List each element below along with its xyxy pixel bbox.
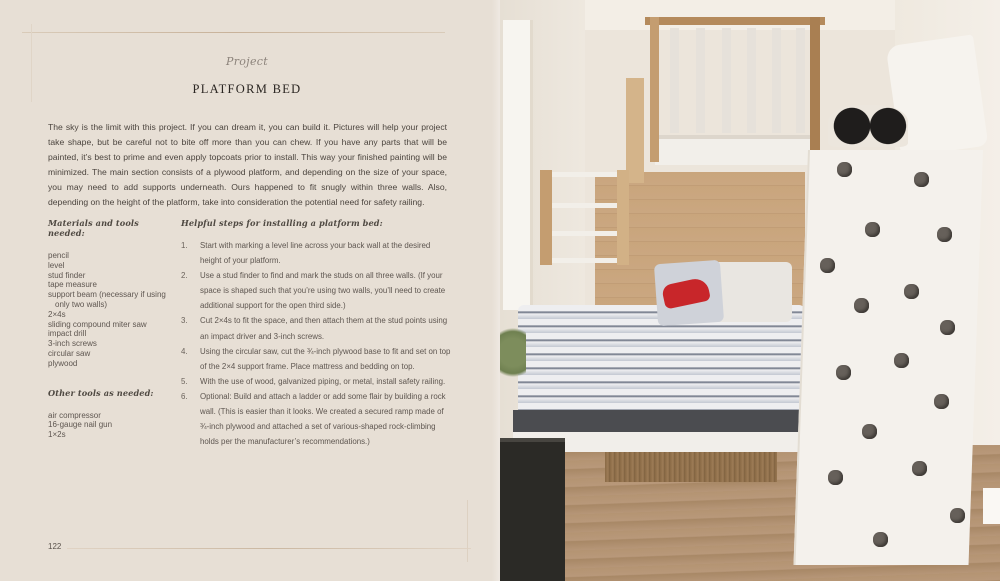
climbing-hold: [836, 365, 851, 380]
climbing-hold: [912, 461, 927, 476]
climbing-hold: [894, 353, 909, 368]
climbing-hold: [873, 532, 888, 547]
climbing-hold: [820, 258, 835, 273]
loft-post: [650, 17, 659, 162]
railing-baluster: [772, 28, 781, 133]
ladder-rung: [552, 258, 617, 263]
page-gutter: [492, 0, 500, 581]
railing-baluster: [796, 28, 805, 133]
steps-list: [181, 238, 453, 449]
climbing-hold: [937, 227, 952, 242]
step-number: 2.: [181, 271, 188, 281]
other-tools-heading: Other tools as needed:: [48, 387, 154, 398]
materials-list: [48, 251, 173, 369]
loft-platform: [655, 135, 820, 165]
step-item: [181, 374, 453, 389]
bottom-rule: [67, 548, 471, 549]
climbing-hold: [950, 508, 965, 523]
other-tools-list: [48, 411, 173, 440]
climbing-wall: [794, 150, 983, 565]
baseboard: [983, 488, 1000, 524]
top-rule: [22, 32, 445, 33]
potted-plant: [500, 320, 526, 385]
climbing-hold: [914, 172, 929, 187]
list-item: stud finder: [48, 270, 86, 280]
bottom-corner-rule: [467, 500, 468, 562]
steps-column: [181, 218, 453, 449]
ladder-rung: [552, 231, 617, 236]
step-item: [181, 238, 453, 268]
steps-heading: Helpful steps for installing a platform bed:: [181, 218, 383, 228]
step-item: [181, 268, 453, 313]
climbing-hold: [940, 320, 955, 335]
intro-paragraph: The sky is the limit with this project. If you can dream it, you can build it. Pictures will help your project take shape, but be careful not to bite off more than you can chew. If you have any parts that will be painted, it’s best to prime and even apply topcoats prior to install. This way your finished painting will be minimized. The main section consists of a plywood platform, and depending on the size of your space, you may need to add supports underneath. Ours happened to fit snugly within three walls. Also, depending on the height of the platform, take into consideration the potential need for safety railing.: [48, 122, 447, 208]
bedroom-photo: [500, 0, 1000, 581]
bed-frame: [513, 410, 805, 433]
railing-baluster: [670, 28, 679, 133]
list-item: level: [48, 260, 65, 270]
step-item: [181, 313, 453, 343]
stair-post: [626, 78, 644, 183]
climbing-hold: [837, 162, 852, 177]
railing-baluster: [696, 28, 705, 133]
list-item: air compressor: [48, 410, 101, 420]
step-number: 1.: [181, 241, 188, 250]
railing-baluster: [747, 28, 756, 133]
black-trunk: [500, 438, 565, 581]
step-number: 3.: [181, 316, 188, 326]
step-number: 5.: [181, 376, 188, 386]
railing-baluster: [722, 28, 731, 133]
ladder-rung: [552, 203, 617, 208]
materials-column: [48, 218, 173, 440]
page-title: PLATFORM BED: [192, 82, 302, 96]
list-item: support beam (necessary if using only two walls): [48, 290, 166, 309]
climbing-hold: [828, 470, 843, 485]
list-item: circular saw: [48, 348, 91, 358]
step-text: Optional: Build and attach a ladder or add some flair by building a rock wall. (This is easier than it looks. We created a secured ramp made of ¾-inch plywood and attached a set of various-shaped rock-climbing holds per the manufacturer’s recommendations.): [200, 391, 446, 447]
page-number: 122: [48, 542, 62, 551]
ladder-side: [617, 170, 629, 265]
list-item: sliding compound miter saw: [48, 319, 147, 329]
materials-heading: Materials and tools needed:: [48, 218, 139, 238]
woven-basket: [605, 452, 777, 482]
list-item: 16-gauge nail gun: [48, 420, 113, 430]
list-item: pencil: [48, 251, 69, 260]
loft-railing-top: [645, 17, 825, 25]
climbing-hold: [865, 222, 880, 237]
climbing-hold: [904, 284, 919, 299]
step-number: 4.: [181, 346, 188, 356]
ladder-rung: [552, 172, 617, 177]
list-item: impact drill: [48, 329, 87, 339]
list-item: 2×4s: [48, 309, 66, 319]
step-text: With the use of wood, galvanized piping, or metal, install safety railing.: [200, 376, 446, 386]
step-text: Cut 2×4s to fit the space, and then attach them at the stud points using an impact driver and 3-inch screws.: [200, 316, 448, 341]
stuffed-dog: [828, 105, 908, 147]
climbing-hold: [854, 298, 869, 313]
ladder-side: [540, 170, 552, 265]
list-item: 1×2s: [48, 430, 66, 440]
step-item: [181, 344, 453, 374]
loft-post: [810, 17, 820, 165]
project-kicker: Project: [226, 55, 268, 68]
climbing-hold: [862, 424, 877, 439]
climbing-hold: [934, 394, 949, 409]
list-item: plywood: [48, 358, 78, 368]
step-text: Using the circular saw, cut the ¾-inch plywood base to fit and set on top of the 2×4 support frame. Place mattress and bedding on top.: [200, 346, 451, 371]
step-text: Use a stud finder to find and mark the studs on all three walls. (If your space is shaped such that you’re using two walls, you’ll need to create additional support for the open third side.): [200, 271, 446, 311]
list-item: tape measure: [48, 280, 97, 290]
list-item: 3-inch screws: [48, 339, 97, 349]
step-text: Start with marking a level line across your back wall at the desired height of your platform.: [200, 241, 431, 266]
step-item: [181, 389, 453, 449]
step-number: 6.: [181, 391, 188, 401]
window: [503, 20, 533, 310]
